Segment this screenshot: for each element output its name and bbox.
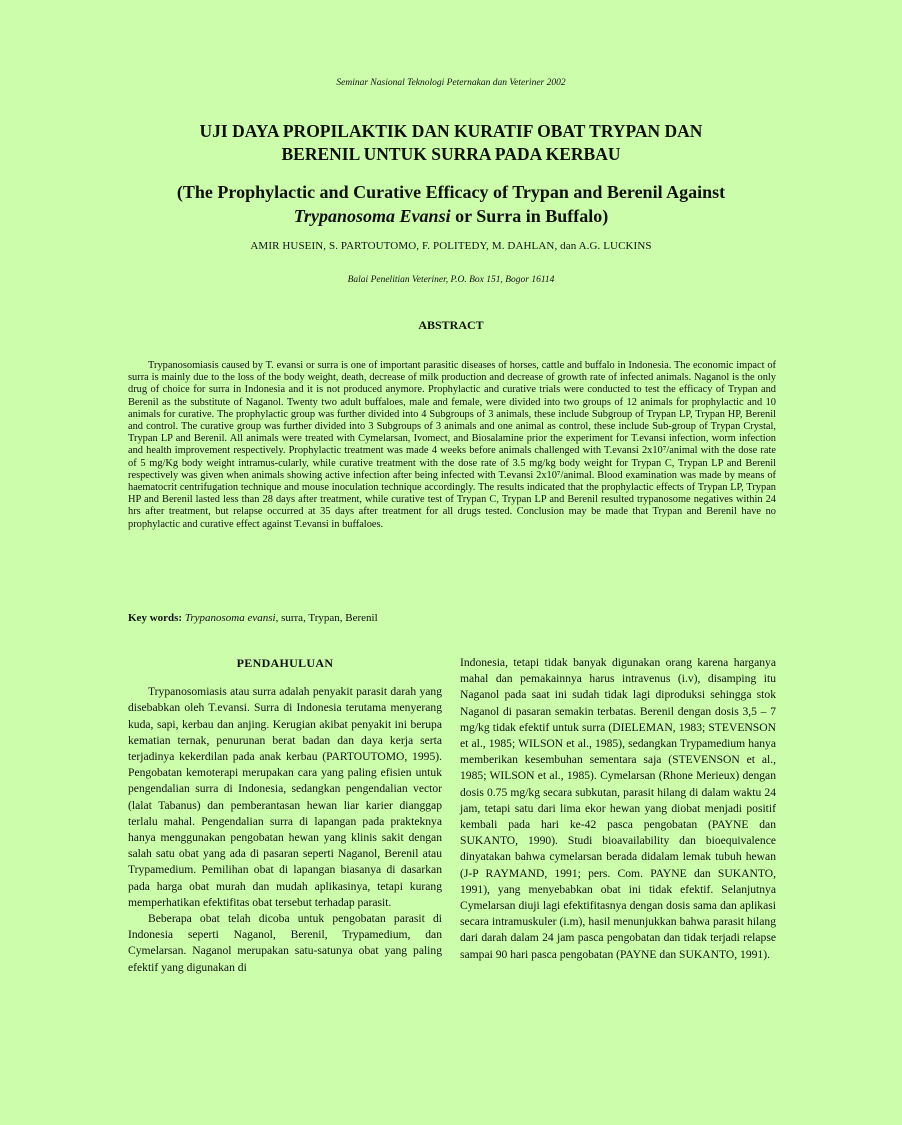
title-en-line-1: (The Prophylactic and Curative Efficacy of Trypan and Berenil Against — [176, 182, 726, 202]
keywords-label: Key words: — [128, 612, 183, 624]
running-head: Seminar Nasional Teknologi Peternakan dan Veteriner 2002 — [336, 78, 566, 88]
title-line-1: UJI DAYA PROPILAKTIK DAN KURATIF OBAT TRYPAN DAN — [199, 121, 703, 141]
abstract-heading: ABSTRACT — [418, 318, 484, 332]
right-paragraph: Indonesia, tetapi tidak banyak digunakan orang karena harganya mahal dan pemakainnya harus intravenus (i.v), disamping itu Naganol pada saat ini sudah tidak lagi diproduksi sehingga stok Naganol di pasaran semakin terbatas. Berenil dengan dosis 3,5 – 7 mg/kg tidak efektif untuk surra (DIELEMAN, 1983; STEVENSON et al., 1985; WILSON et al., 1985), sedangkan Trypamedium hanya memberikan kesembuhan sementara saja (STEVENSON et al., 1985; WILSON et al., 1985). Cymelarsan (Rhone Merieux) dengan dosis 0.75 mg/kg secara subkutan, parasit hilang di dalam waktu 24 jam, tetapi satu dari lima ekor hewan yang diobat menjadi positif kembali pada hari ke-42 pasca pengobatan (PAYNE dan SUKANTO, 1990). Studi bioavailability dan bioequivalence dinyatakan bahwa cymelarsan berada didalam lemak tubuh hewan (J-P RAYMAND, 1991; pers. Com. PAYNE dan SUKANTO, 1991), yang menyebabkan obat ini tidak efektif. Selanjutnya Cymelarsan diuji lagi efektifitasnya dengan dosis sama dan aplikasi secara intramuskuler (i.m), hasil menunjukkan bahwa parasit hilang dari darah dalam 24 jam pasca pengobatan dan tidak terjadi relapse sampai 90 hari pasca pengobatan (PAYNE dan SUKANTO, 1991). — [460, 656, 776, 961]
affiliation: Balai Penelitian Veteriner, P.O. Box 151, Bogor 16114 — [347, 275, 555, 285]
paper-title-indonesian — [0, 120, 902, 166]
title-en-line-2 — [0, 204, 902, 228]
section-heading: PENDAHULUAN — [236, 656, 334, 670]
paper-title-english — [0, 180, 902, 228]
keywords-species: Trypanosoma evansi — [184, 612, 276, 624]
title-line-2: BERENIL UNTUK SURRA PADA KERBAU — [281, 144, 621, 164]
left-paragraph-2: Beberapa obat telah dicoba untuk pengobatan parasit di Indonesia seperti Naganol, Berenil, Trypamedium, dan Cymelarsan. Naganol merupakan satu-satunya obat yang paling efektif yang digunakan di — [128, 912, 442, 974]
title-en-species: Trypanosoma Evansi — [293, 206, 451, 226]
keywords — [128, 612, 776, 624]
keywords-rest: , surra, Trypan, Berenil — [275, 612, 378, 624]
abstract-text: Trypanosomiasis caused by T. evansi or surra is one of important parasitic diseases of horses, cattle and buffalo in Indonesia. The economic impact of surra is mainly due to the loss of the body weight, death, decrease of milk production and decrease of growth rate of infected animals. Naganol is the only drug of choice for surra in Indonesia and it is not produced anymore. Prophylactic and curative trials were conducted to test the efficacy of Trypan and Berenil as the substitute of Naganol. Twenty two adult buffaloes, male and female, were divided into two groups of 12 animals for prophylactic and 10 animals for curative. The prophylactic group was further divided into 4 Subgroups of 3 animals, these include Subgroup of Trypan LP, Trypan HP, Berenil and control. The curative group was further divided into 3 Subgroups of 3 animals and one animal as control, these include Sub-group of Trypan Crystal, Trypan LP and Berenil. All animals were treated with Cymelarsan, Ivomect, and Biosalamine prior the experiment for T.evansi infection, worm infection and health improvement respectively. Prophylactic treatment was made 4 weeks before animals challenged with T.evansi 2x10⁷/animal with the dose rate of 5 mg/Kg body weight intramus-cularly, while curative treatment with the dose rate of 3.5 mg/kg body weight for Trypan C, Trypan LP and Berenil respectively was given when animals showing active infection after being infected with T.evansi 2x10⁷/animal. Blood examination was made by means of haematocrit centrifugation technique and mouse inoculation technique accordingly. The results indicated that the prophylactic effects of Trypan LP, Trypan HP and Berenil lasted less than 28 days after treatment, while curative test of Trypan C, Trypan LP and Berenil resulted trypanosome negatives within 24 hrs after treatment, but relapse occurred at 35 days after treatment for all drugs tested. Conclusion may be made that Trypan and Berenil have no prophylactic and curative effect against T.evansi in buffaloes. — [128, 360, 776, 530]
left-paragraph-1: Trypanosomiasis atau surra adalah penyakit parasit darah yang disebabkan oleh T.evansi. Surra di Indonesia terutama menyerang kuda, sapi, kerbau dan anjing. Kerugian akibat penyakit ini berupa kematian ternak, penurunan berat badan dan daya kerja serta terjadinya kekerdilan pada anak kerbau (PARTOUTOMO, 1995). Pengobatan kemoterapi merupakan cara yang paling efisien untuk pengendalian surra di Indonesia, sedangkan pengendalian vector (lalat Tabanus) dan pemberantasan hewan liar karier dianggap terlalu mahal. Pengendalian surra di lapangan pada prakteknya hanya menggunakan pengobatan hewan yang klinis sakit dengan salah satu obat yang ada di pasaran seperti Naganol, Berenil atau Trypamedium. Pemilihan obat di lapangan biasanya di dasarkan pada harga obat murah dan mudah aplikasinya, tetapi kurang memperhatikan efektifitas obat tersebut terhadap parasit. — [128, 685, 442, 909]
authors: AMIR HUSEIN, S. PARTOUTOMO, F. POLITEDY, M. DAHLAN, dan A.G. LUCKINS — [250, 240, 652, 252]
left-column — [128, 655, 442, 976]
right-column — [460, 655, 776, 963]
title-en-rest: or Surra in Buffalo) — [450, 206, 609, 226]
